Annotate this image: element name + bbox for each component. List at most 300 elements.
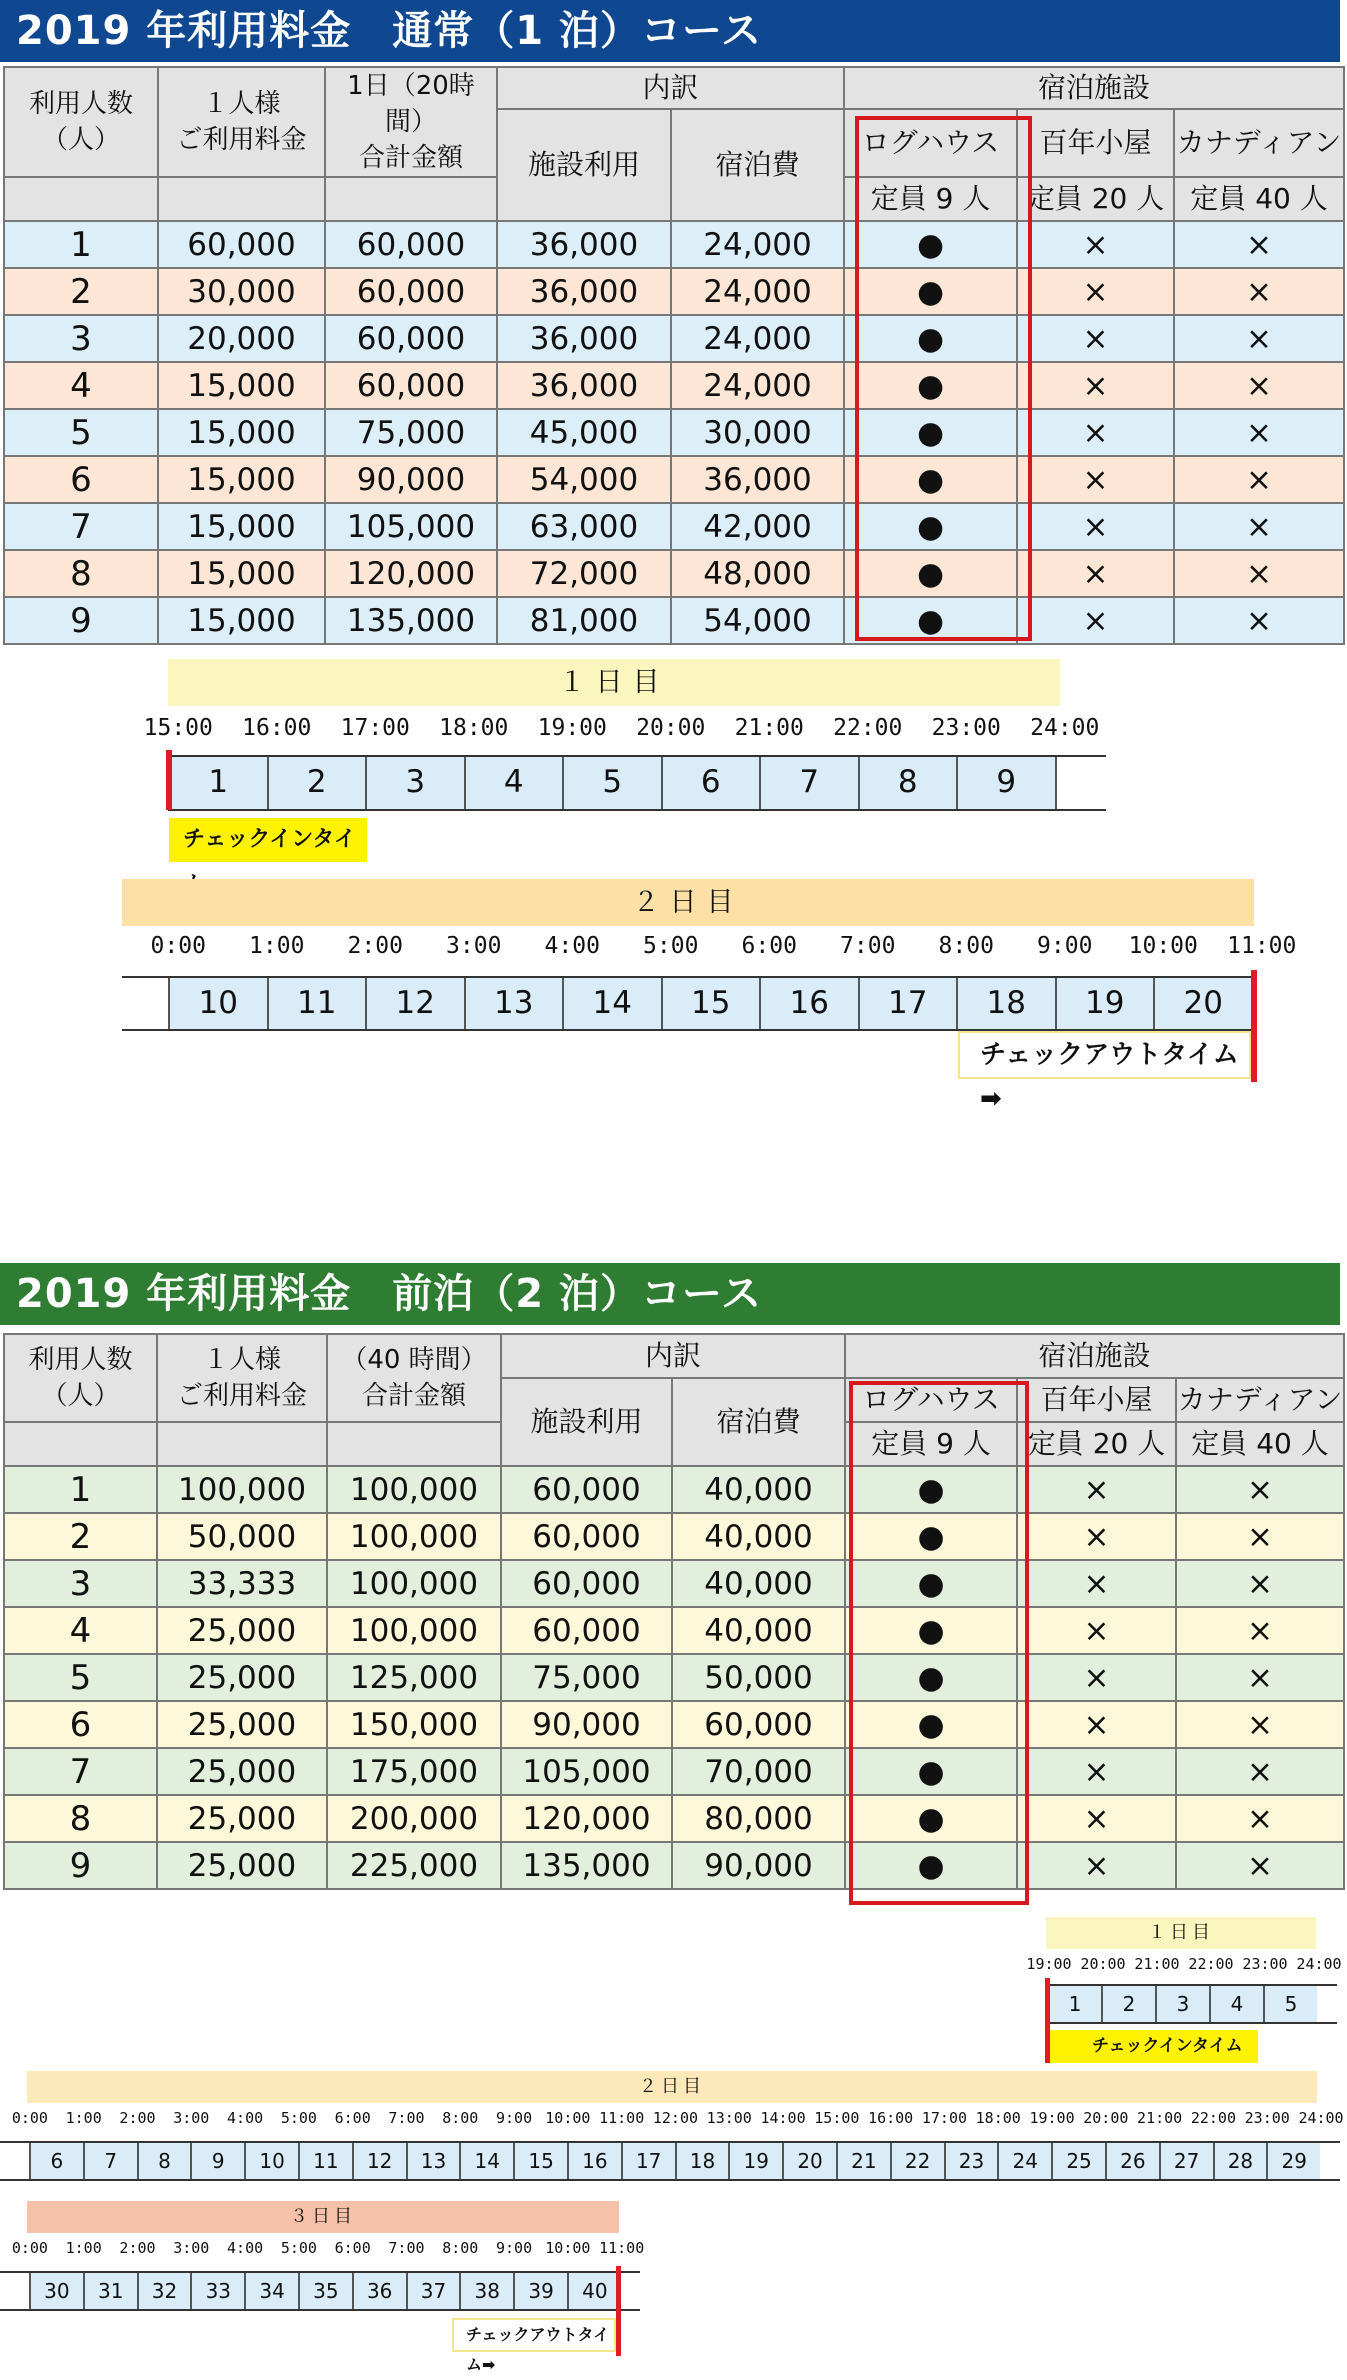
persons-cell: 1: [4, 1466, 157, 1513]
table-row: [4, 221, 1344, 268]
hyakunen-cell: ×: [1017, 456, 1174, 503]
hour-cell: 5: [562, 755, 661, 810]
time-label: 4:00: [227, 2239, 264, 2257]
per-person-cell: 25,000: [157, 1842, 327, 1889]
table-row: [4, 550, 1344, 597]
time-label: 21:00: [1134, 1955, 1180, 1973]
header-hyakunen: 百年小屋: [1017, 109, 1174, 177]
facility-cell: 75,000: [501, 1654, 672, 1701]
loghouse-cell: ●: [844, 550, 1017, 597]
time-label: 13:00: [706, 2109, 752, 2127]
hour-cell: 12: [352, 2142, 406, 2180]
time-label: 10:00: [545, 2109, 591, 2127]
time-label: 10:00: [1128, 933, 1198, 959]
hour-cell: 1: [1047, 1985, 1101, 2023]
persons-cell: 7: [4, 1748, 157, 1795]
time-label: 0:00: [150, 933, 206, 959]
table-row: [4, 1466, 1344, 1513]
hour-cell: 32: [137, 2272, 191, 2310]
persons-cell: 5: [4, 409, 158, 456]
hyakunen-cell: ×: [1017, 221, 1174, 268]
hyakunen-cell: ×: [1017, 1466, 1176, 1513]
t2-checkout-label: チェックアウトタイム➡: [452, 2318, 616, 2352]
table-row: [4, 1701, 1344, 1748]
header-loghouse-2: ログハウス: [845, 1378, 1017, 1422]
per-person-cell: 20,000: [158, 315, 325, 362]
hour-cell: 3: [1155, 1985, 1209, 2023]
day2-hours: [168, 977, 1252, 1030]
hour-cell: 19: [728, 2142, 782, 2180]
time-label: 22:00: [1190, 2109, 1236, 2127]
header-facilities-2: 宿泊施設: [845, 1334, 1344, 1378]
facility-cell: 81,000: [497, 597, 671, 644]
loghouse-cell: ●: [845, 1654, 1017, 1701]
canadian-cell: ×: [1176, 1560, 1344, 1607]
persons-cell: 6: [4, 456, 158, 503]
hour-cell: 8: [858, 755, 957, 810]
hyakunen-cell: ×: [1017, 1748, 1176, 1795]
canadian-cell: ×: [1174, 268, 1344, 315]
hyakunen-cell: ×: [1017, 1560, 1176, 1607]
loghouse-cell: ●: [845, 1466, 1017, 1513]
table-row: [4, 409, 1344, 456]
table2-title: 2019 年利用料金 前泊（2 泊）コース: [0, 1263, 1340, 1325]
facility-cell: 60,000: [501, 1560, 672, 1607]
hour-cell: 13: [464, 977, 563, 1030]
time-label: 7:00: [388, 2239, 425, 2257]
total-cell: 60,000: [325, 221, 497, 268]
persons-cell: 3: [4, 1560, 157, 1607]
per-person-cell: 100,000: [157, 1466, 327, 1513]
hour-cell: 6: [661, 755, 760, 810]
time-label: 11:00: [1227, 933, 1297, 959]
day2-times: [129, 933, 1311, 959]
time-label: 4:00: [227, 2109, 264, 2127]
header-lodging: 宿泊費: [671, 109, 844, 221]
total-cell: 175,000: [327, 1748, 501, 1795]
persons-cell: 6: [4, 1701, 157, 1748]
time-label: 18:00: [439, 715, 509, 741]
hyakunen-cell: ×: [1017, 1607, 1176, 1654]
loghouse-cell: ●: [844, 268, 1017, 315]
persons-cell: 7: [4, 503, 158, 550]
header-canadian: カナディアン: [1174, 109, 1344, 177]
time-label: 19:00: [1029, 2109, 1075, 2127]
lodging-cell: 48,000: [671, 550, 844, 597]
time-label: 3:00: [446, 933, 502, 959]
t2-day3-bar: ３日目: [27, 2201, 619, 2233]
loghouse-cell: ●: [845, 1748, 1017, 1795]
total-cell: 125,000: [327, 1654, 501, 1701]
hour-cell: 19: [1055, 977, 1154, 1030]
time-label: 2:00: [119, 2239, 156, 2257]
hour-cell: 39: [513, 2272, 567, 2310]
persons-cell: 2: [4, 268, 158, 315]
table-row: [4, 1842, 1344, 1889]
time-label: 17:00: [340, 715, 410, 741]
t2-day2-hours: [29, 2142, 1320, 2180]
table-row: [4, 315, 1344, 362]
time-label: 3:00: [173, 2239, 210, 2257]
hour-cell: 2: [1101, 1985, 1155, 2023]
per-person-cell: 25,000: [157, 1654, 327, 1701]
checkin-marker: [166, 750, 172, 810]
facility-cell: 36,000: [497, 268, 671, 315]
t2-day3-bottom-line: [0, 2309, 640, 2311]
day2-top-line: [122, 976, 1254, 978]
header-per-person: １人様 ご利用料金: [158, 67, 325, 177]
table-row: [4, 1748, 1344, 1795]
time-label: 14:00: [760, 2109, 806, 2127]
time-label: 6:00: [741, 933, 797, 959]
hyakunen-cell: ×: [1017, 1654, 1176, 1701]
loghouse-cell: ●: [845, 1560, 1017, 1607]
time-label: 11:00: [599, 2239, 645, 2257]
header-hyakunen-capacity-2: 定員 20 人: [1017, 1422, 1176, 1466]
table-row: [4, 1654, 1344, 1701]
hour-cell: 22: [890, 2142, 944, 2180]
hour-cell: 30: [29, 2272, 83, 2310]
time-label: 4:00: [544, 933, 600, 959]
canadian-cell: ×: [1174, 456, 1344, 503]
header-persons: 利用人数 （人）: [4, 67, 158, 177]
t2-day1-bottom-line: [1047, 2022, 1337, 2024]
facility-cell: 72,000: [497, 550, 671, 597]
hour-cell: 9: [956, 755, 1055, 810]
time-label: 8:00: [442, 2239, 479, 2257]
time-label: 2:00: [119, 2109, 156, 2127]
per-person-cell: 50,000: [157, 1513, 327, 1560]
canadian-cell: ×: [1174, 409, 1344, 456]
hour-cell: 20: [1153, 977, 1252, 1030]
hour-cell: 14: [459, 2142, 513, 2180]
hour-cell: 4: [464, 755, 563, 810]
hyakunen-cell: ×: [1017, 315, 1174, 362]
hour-cell: 18: [956, 977, 1055, 1030]
canadian-cell: ×: [1176, 1654, 1344, 1701]
hour-cell: 7: [83, 2142, 137, 2180]
hour-cell: 15: [513, 2142, 567, 2180]
hour-cell: 21: [836, 2142, 890, 2180]
per-person-cell: 33,333: [157, 1560, 327, 1607]
lodging-cell: 40,000: [672, 1466, 845, 1513]
hour-cell: 15: [661, 977, 760, 1030]
time-label: 20:00: [636, 715, 706, 741]
header-total: 1日（20時間） 合計金額: [325, 67, 497, 177]
time-label: 15:00: [814, 2109, 860, 2127]
total-cell: 60,000: [325, 268, 497, 315]
time-label: 23:00: [1244, 2109, 1290, 2127]
day2-bar: ２日目: [122, 879, 1254, 926]
hyakunen-cell: ×: [1017, 268, 1174, 315]
time-label: 12:00: [652, 2109, 699, 2127]
total-cell: 100,000: [327, 1560, 501, 1607]
facility-cell: 135,000: [501, 1842, 672, 1889]
hyakunen-cell: ×: [1017, 409, 1174, 456]
canadian-cell: ×: [1174, 597, 1344, 644]
hour-cell: 5: [1263, 1985, 1317, 2023]
per-person-cell: 15,000: [158, 597, 325, 644]
time-label: 15:00: [143, 715, 213, 741]
facility-cell: 36,000: [497, 362, 671, 409]
time-label: 22:00: [1188, 1955, 1234, 1973]
hyakunen-cell: ×: [1017, 503, 1174, 550]
time-label: 20:00: [1083, 2109, 1129, 2127]
t2-day1-times: [1022, 1955, 1346, 1973]
time-label: 22:00: [833, 715, 903, 741]
t2-day3-top-line: [0, 2271, 640, 2273]
time-label: 21:00: [1137, 2109, 1183, 2127]
time-label: 11:00: [599, 2109, 645, 2127]
canadian-cell: ×: [1176, 1701, 1344, 1748]
facility-cell: 90,000: [501, 1701, 672, 1748]
time-label: 7:00: [840, 933, 896, 959]
hour-cell: 29: [1266, 2142, 1320, 2180]
t2-day3-hours: [29, 2272, 621, 2310]
header-canadian-capacity: 定員 40 人: [1174, 177, 1344, 221]
lodging-cell: 54,000: [671, 597, 844, 644]
canadian-cell: ×: [1176, 1748, 1344, 1795]
time-label: 24:00: [1296, 1955, 1342, 1973]
per-person-cell: 60,000: [158, 221, 325, 268]
hour-cell: 36: [352, 2272, 406, 2310]
total-cell: 75,000: [325, 409, 497, 456]
per-person-cell: 15,000: [158, 409, 325, 456]
canadian-cell: ×: [1174, 221, 1344, 268]
time-label: 1:00: [65, 2239, 102, 2257]
time-label: 3:00: [173, 2109, 210, 2127]
per-person-cell: 30,000: [158, 268, 325, 315]
header-hyakunen-2: 百年小屋: [1017, 1378, 1176, 1422]
time-label: 6:00: [334, 2239, 371, 2257]
persons-cell: 9: [4, 597, 158, 644]
hour-cell: 40: [567, 2272, 621, 2310]
persons-cell: 4: [4, 1607, 157, 1654]
rate-table-1: [3, 66, 1345, 645]
persons-cell: 8: [4, 1795, 157, 1842]
time-label: 5:00: [643, 933, 699, 959]
hour-cell: 37: [406, 2272, 460, 2310]
lodging-cell: 24,000: [671, 268, 844, 315]
empty-hour-cell: [1055, 755, 1102, 810]
table-row: [4, 597, 1344, 644]
t2-day2-bottom-line: [0, 2179, 1340, 2181]
time-label: 20:00: [1080, 1955, 1126, 1973]
hour-cell: 35: [298, 2272, 352, 2310]
table-row: [4, 1795, 1344, 1842]
hyakunen-cell: ×: [1017, 550, 1174, 597]
time-label: 1:00: [249, 933, 305, 959]
hour-cell: 10: [168, 977, 267, 1030]
lodging-cell: 50,000: [672, 1654, 845, 1701]
hour-cell: 7: [759, 755, 858, 810]
hour-cell: 3: [365, 755, 464, 810]
hour-cell: 13: [406, 2142, 460, 2180]
hour-cell: 12: [365, 977, 464, 1030]
table-row: [4, 1513, 1344, 1560]
day1-bottom-line: [168, 809, 1106, 811]
header-facilities: 宿泊施設: [844, 67, 1344, 109]
header-canadian-2: カナディアン: [1176, 1378, 1344, 1422]
hour-cell: 4: [1209, 1985, 1263, 2023]
total-cell: 100,000: [327, 1607, 501, 1654]
facility-cell: 45,000: [497, 409, 671, 456]
persons-cell: 8: [4, 550, 158, 597]
time-label: 9:00: [496, 2239, 533, 2257]
hyakunen-cell: ×: [1017, 1701, 1176, 1748]
loghouse-cell: ●: [844, 362, 1017, 409]
checkout-marker: [1251, 970, 1257, 1082]
facility-cell: 63,000: [497, 503, 671, 550]
per-person-cell: 25,000: [157, 1748, 327, 1795]
hour-cell: 17: [858, 977, 957, 1030]
time-label: 0:00: [11, 2109, 48, 2127]
per-person-cell: 15,000: [158, 362, 325, 409]
loghouse-cell: ●: [844, 597, 1017, 644]
persons-cell: 9: [4, 1842, 157, 1889]
t2-checkin-label: チェックインタイム: [1050, 2030, 1258, 2063]
table-row: [4, 1560, 1344, 1607]
lodging-cell: 40,000: [672, 1513, 845, 1560]
per-person-cell: 15,000: [158, 503, 325, 550]
lodging-cell: 70,000: [672, 1748, 845, 1795]
lodging-cell: 42,000: [671, 503, 844, 550]
total-cell: 120,000: [325, 550, 497, 597]
lodging-cell: 90,000: [672, 1842, 845, 1889]
loghouse-cell: ●: [844, 409, 1017, 456]
day1-top-line: [168, 755, 1106, 757]
t2-day2-bar: ２日目: [27, 2071, 1317, 2103]
facility-cell: 60,000: [501, 1466, 672, 1513]
persons-cell: 5: [4, 1654, 157, 1701]
hyakunen-cell: ×: [1017, 1795, 1176, 1842]
facility-cell: 36,000: [497, 221, 671, 268]
t2-checkout-marker: [616, 2266, 621, 2356]
hour-cell: 20: [782, 2142, 836, 2180]
total-cell: 100,000: [327, 1466, 501, 1513]
time-label: 5:00: [280, 2239, 317, 2257]
time-label: 17:00: [921, 2109, 968, 2127]
lodging-cell: 24,000: [671, 315, 844, 362]
checkin-label: チェックインタイ: [169, 818, 367, 862]
t2-day1-bar: １日目: [1046, 1917, 1316, 1949]
hour-cell: 14: [562, 977, 661, 1030]
total-cell: 60,000: [325, 362, 497, 409]
hour-cell: 23: [944, 2142, 998, 2180]
time-label: 9:00: [496, 2109, 533, 2127]
lodging-cell: 30,000: [671, 409, 844, 456]
hour-cell: 9: [190, 2142, 244, 2180]
time-label: 5:00: [280, 2109, 317, 2127]
day1-times: [129, 715, 1114, 741]
time-label: 2:00: [347, 933, 403, 959]
header-canadian-capacity-2: 定員 40 人: [1176, 1422, 1344, 1466]
hour-cell: 27: [1159, 2142, 1213, 2180]
t2-day2-top-line: [0, 2141, 1340, 2143]
persons-cell: 2: [4, 1513, 157, 1560]
time-label: 8:00: [442, 2109, 479, 2127]
hour-cell: 26: [1105, 2142, 1159, 2180]
hour-cell: 16: [759, 977, 858, 1030]
per-person-cell: 15,000: [158, 456, 325, 503]
hour-cell: 16: [567, 2142, 621, 2180]
hour-cell: 28: [1213, 2142, 1267, 2180]
time-label: 1:00: [65, 2109, 102, 2127]
loghouse-cell: ●: [845, 1795, 1017, 1842]
total-cell: 200,000: [327, 1795, 501, 1842]
time-label: 10:00: [545, 2239, 591, 2257]
header-breakdown: 内訳: [497, 67, 844, 109]
facility-cell: 105,000: [501, 1748, 672, 1795]
per-person-cell: 25,000: [157, 1607, 327, 1654]
header-total-2: （40 時間） 合計金額: [327, 1334, 501, 1422]
total-cell: 60,000: [325, 315, 497, 362]
total-cell: 105,000: [325, 503, 497, 550]
hour-cell: 8: [137, 2142, 191, 2180]
table-row: [4, 362, 1344, 409]
per-person-cell: 15,000: [158, 550, 325, 597]
hyakunen-cell: ×: [1017, 1842, 1176, 1889]
hour-cell: 25: [1051, 2142, 1105, 2180]
time-label: 24:00: [1298, 2109, 1344, 2127]
persons-cell: 4: [4, 362, 158, 409]
per-person-cell: 25,000: [157, 1795, 327, 1842]
hour-cell: 31: [83, 2272, 137, 2310]
hour-cell: 1: [168, 755, 267, 810]
canadian-cell: ×: [1176, 1795, 1344, 1842]
t2-day2-times: [3, 2109, 1347, 2127]
loghouse-cell: ●: [845, 1513, 1017, 1560]
total-cell: 100,000: [327, 1513, 501, 1560]
canadian-cell: ×: [1176, 1466, 1344, 1513]
header-persons-2: 利用人数 （人）: [4, 1334, 157, 1422]
time-label: 23:00: [1242, 1955, 1288, 1973]
rate-table-2: [3, 1333, 1345, 1890]
facility-cell: 120,000: [501, 1795, 672, 1842]
hour-cell: 33: [190, 2272, 244, 2310]
day1-hours: [168, 755, 1102, 810]
total-cell: 90,000: [325, 456, 497, 503]
hour-cell: 2: [267, 755, 366, 810]
loghouse-cell: ●: [844, 221, 1017, 268]
canadian-cell: ×: [1176, 1513, 1344, 1560]
t2-day3-times: [3, 2239, 649, 2257]
facility-cell: 60,000: [501, 1607, 672, 1654]
header-loghouse-capacity: 定員 9 人: [844, 177, 1017, 221]
header-facility-use: 施設利用: [497, 109, 671, 221]
time-label: 18:00: [975, 2109, 1021, 2127]
hour-cell: 11: [267, 977, 366, 1030]
time-label: 9:00: [1037, 933, 1093, 959]
day1-bar: １日目: [168, 659, 1060, 706]
hour-cell: 6: [29, 2142, 83, 2180]
time-label: 0:00: [11, 2239, 48, 2257]
facility-cell: 36,000: [497, 315, 671, 362]
total-cell: 225,000: [327, 1842, 501, 1889]
table-row: [4, 268, 1344, 315]
table1-title: 2019 年利用料金 通常（1 泊）コース: [0, 0, 1340, 62]
lodging-cell: 80,000: [672, 1795, 845, 1842]
canadian-cell: ×: [1174, 315, 1344, 362]
t2-day1-top-line: [1047, 1984, 1337, 1986]
facility-cell: 60,000: [501, 1513, 672, 1560]
loghouse-cell: ●: [845, 1607, 1017, 1654]
canadian-cell: ×: [1174, 550, 1344, 597]
time-label: 23:00: [931, 715, 1001, 741]
loghouse-cell: ●: [845, 1701, 1017, 1748]
t2-day1-hours: [1047, 1985, 1317, 2023]
canadian-cell: ×: [1174, 503, 1344, 550]
